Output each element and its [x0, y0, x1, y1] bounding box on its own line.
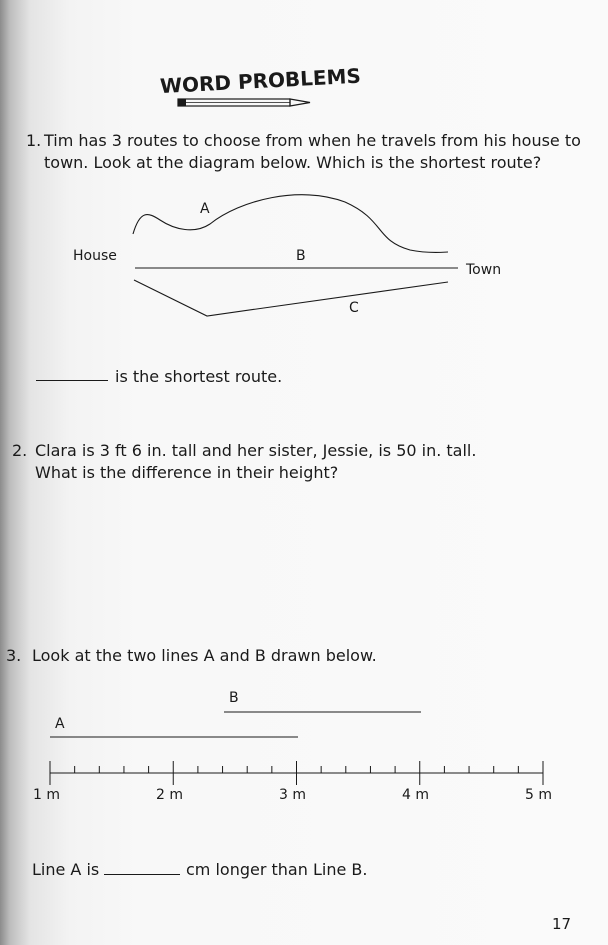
q3-text: Look at the two lines A and B drawn below.	[32, 646, 377, 665]
q3-answer-suffix: cm longer than Line B.	[186, 860, 368, 879]
line-a-label: A	[55, 716, 65, 732]
q3-answer-prefix: Line A is	[32, 860, 100, 879]
town-label: Town	[466, 262, 502, 278]
ruler-label-2: 2 m	[156, 787, 183, 803]
q2-line1: Clara is 3 ft 6 in. tall and her sister, Jessie, is 50 in. tall.	[35, 441, 477, 460]
q1-line1: Tim has 3 routes to choose from when he travels from his house to	[44, 131, 581, 150]
q3-number: 3.	[6, 646, 22, 665]
line-b-label: B	[229, 690, 239, 706]
route-a-path	[133, 195, 448, 253]
measuring-ruler	[50, 761, 543, 785]
q2-number: 2.	[12, 441, 28, 460]
q2-line2: What is the difference in their height?	[35, 463, 339, 482]
q1-answer-suffix: is the shortest route.	[115, 367, 283, 386]
q1-answer-blank[interactable]	[36, 380, 108, 381]
ruler-diagram	[0, 700, 608, 790]
title-text: WORD PROBLEMS	[159, 63, 362, 99]
ruler-label-4: 4 m	[402, 787, 429, 803]
ruler-label-5: 5 m	[525, 787, 552, 803]
route-a-label: A	[200, 201, 210, 217]
q1-number: 1.	[26, 131, 42, 150]
route-b-label: B	[296, 248, 306, 264]
page-number: 17	[552, 915, 572, 933]
q1-line2: town. Look at the diagram below. Which is the shortest route?	[44, 153, 542, 172]
pencil-icon	[176, 94, 316, 106]
ruler-label-3: 3 m	[279, 787, 306, 803]
route-c-line	[134, 280, 448, 316]
ruler-label-1: 1 m	[33, 787, 60, 803]
q3-answer-blank[interactable]	[104, 874, 180, 875]
house-label: House	[73, 248, 117, 264]
route-c-label: C	[349, 300, 359, 316]
